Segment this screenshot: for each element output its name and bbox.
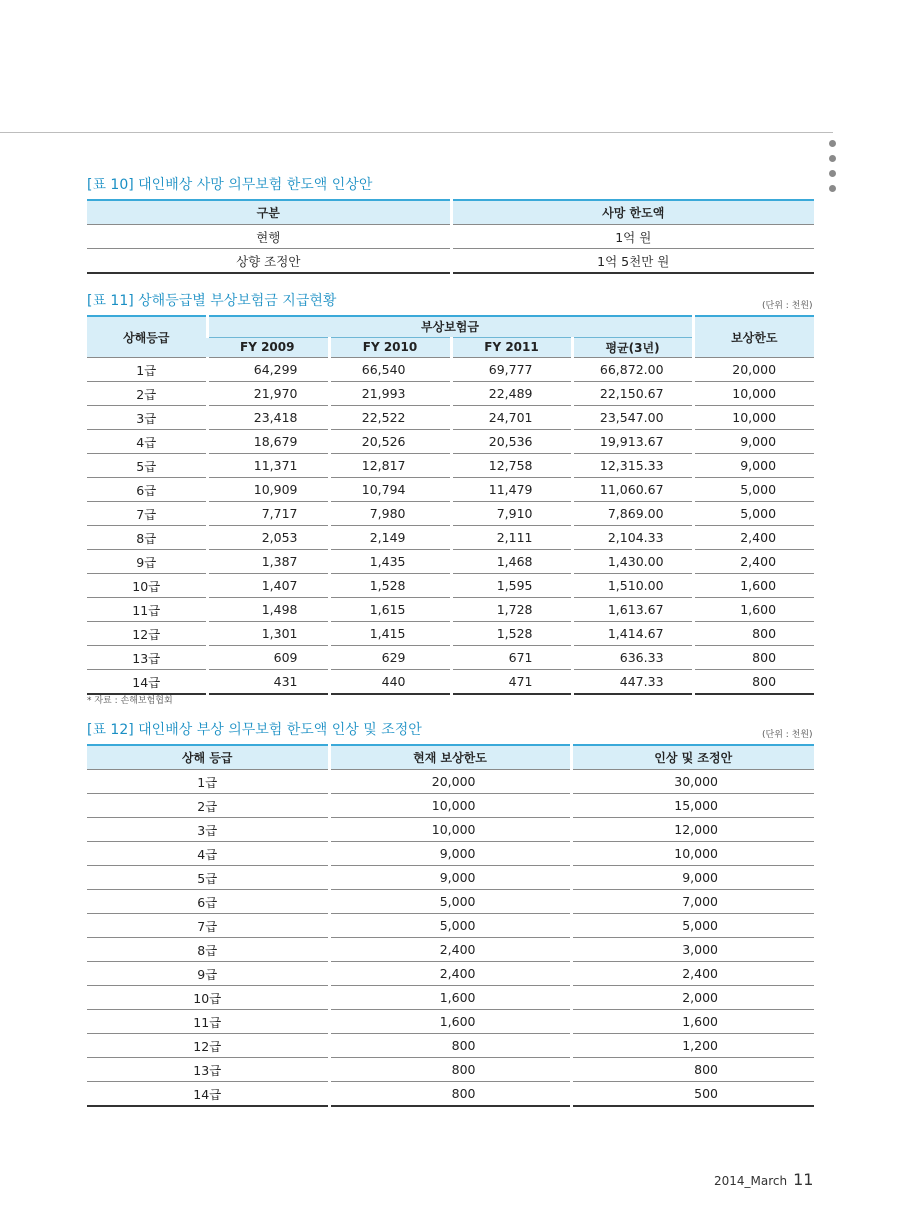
value-cell: 440	[329, 670, 451, 695]
grade-cell: 4급	[87, 430, 207, 454]
value-cell: 2,400	[693, 526, 814, 550]
table-row	[87, 1010, 814, 1034]
table11-unit: (단위 : 천원)	[762, 301, 813, 311]
value-cell: 2,149	[329, 526, 451, 550]
table11-subheader: 평균(3년)	[572, 337, 693, 358]
value-cell: 1,435	[329, 550, 451, 574]
table12-header-current: 현재 보상한도	[329, 745, 571, 770]
value-cell: 2,400	[693, 550, 814, 574]
table-row	[87, 622, 814, 646]
value-cell: 66,872.00	[572, 358, 693, 382]
grade-cell: 2급	[87, 794, 329, 818]
value-cell: 9,000	[329, 842, 571, 866]
value-cell: 1,430.00	[572, 550, 693, 574]
table-row	[87, 770, 814, 794]
decorative-dots	[829, 140, 839, 200]
table10-cell: 상향 조정안	[87, 249, 451, 274]
value-cell: 10,000	[329, 818, 571, 842]
table11-caption: [표 11] 상해등급별 부상보험금 지급현황	[87, 293, 337, 309]
grade-cell: 8급	[87, 938, 329, 962]
value-cell: 12,315.33	[572, 454, 693, 478]
table12-header-proposal: 인상 및 조정안	[571, 745, 814, 770]
grade-cell: 5급	[87, 866, 329, 890]
value-cell: 1,200	[571, 1034, 814, 1058]
value-cell: 22,489	[451, 382, 572, 406]
value-cell: 11,371	[207, 454, 329, 478]
value-cell: 9,000	[693, 454, 814, 478]
value-cell: 447.33	[572, 670, 693, 695]
page-number: 11	[793, 1170, 814, 1189]
value-cell: 1,728	[451, 598, 572, 622]
table11-body	[87, 358, 814, 695]
grade-cell: 3급	[87, 818, 329, 842]
value-cell: 5,000	[693, 502, 814, 526]
value-cell: 800	[693, 646, 814, 670]
value-cell: 629	[329, 646, 451, 670]
value-cell: 2,400	[571, 962, 814, 986]
table11-subheader: FY 2009	[207, 337, 329, 358]
value-cell: 2,000	[571, 986, 814, 1010]
value-cell: 1,407	[207, 574, 329, 598]
table-row	[87, 598, 814, 622]
value-cell: 1,498	[207, 598, 329, 622]
table11-source: * 자료 : 손해보험협회	[87, 696, 173, 706]
table-row	[87, 1034, 814, 1058]
table12-body	[87, 770, 814, 1107]
value-cell: 10,000	[571, 842, 814, 866]
value-cell: 10,794	[329, 478, 451, 502]
table11-subheader: FY 2010	[329, 337, 451, 358]
value-cell: 15,000	[571, 794, 814, 818]
table10-cell: 1억 원	[451, 225, 814, 249]
table-row	[87, 430, 814, 454]
value-cell: 10,000	[693, 382, 814, 406]
grade-cell: 8급	[87, 526, 207, 550]
value-cell: 21,993	[329, 382, 451, 406]
issue-label: 2014_March	[714, 1174, 788, 1188]
value-cell: 1,600	[329, 1010, 571, 1034]
value-cell: 21,970	[207, 382, 329, 406]
value-cell: 64,299	[207, 358, 329, 382]
value-cell: 11,060.67	[572, 478, 693, 502]
table-row	[87, 818, 814, 842]
value-cell: 800	[693, 622, 814, 646]
value-cell: 22,150.67	[572, 382, 693, 406]
value-cell: 1,613.67	[572, 598, 693, 622]
value-cell: 9,000	[693, 430, 814, 454]
table-row	[87, 502, 814, 526]
value-cell: 1,387	[207, 550, 329, 574]
value-cell: 2,111	[451, 526, 572, 550]
value-cell: 471	[451, 670, 572, 695]
value-cell: 1,600	[693, 574, 814, 598]
value-cell: 1,600	[329, 986, 571, 1010]
value-cell: 66,540	[329, 358, 451, 382]
table10-caption: [표 10] 대인배상 사망 의무보험 한도액 인상안	[87, 177, 373, 193]
table11-header-limit: 보상한도	[693, 316, 814, 358]
value-cell: 23,418	[207, 406, 329, 430]
value-cell: 7,000	[571, 890, 814, 914]
grade-cell: 12급	[87, 622, 207, 646]
value-cell: 500	[571, 1082, 814, 1107]
value-cell: 2,104.33	[572, 526, 693, 550]
grade-cell: 10급	[87, 574, 207, 598]
value-cell: 11,479	[451, 478, 572, 502]
top-divider	[0, 132, 833, 133]
table-row	[87, 962, 814, 986]
grade-cell: 12급	[87, 1034, 329, 1058]
value-cell: 636.33	[572, 646, 693, 670]
table10-cell: 1억 5천만 원	[451, 249, 814, 274]
grade-cell: 13급	[87, 1058, 329, 1082]
value-cell: 800	[693, 670, 814, 695]
value-cell: 5,000	[693, 478, 814, 502]
table-row	[87, 866, 814, 890]
table-row	[87, 842, 814, 866]
grade-cell: 9급	[87, 962, 329, 986]
value-cell: 431	[207, 670, 329, 695]
value-cell: 22,522	[329, 406, 451, 430]
grade-cell: 6급	[87, 478, 207, 502]
table-row	[87, 1058, 814, 1082]
value-cell: 800	[329, 1058, 571, 1082]
value-cell: 1,528	[451, 622, 572, 646]
value-cell: 2,400	[329, 962, 571, 986]
value-cell: 10,000	[329, 794, 571, 818]
value-cell: 18,679	[207, 430, 329, 454]
grade-cell: 3급	[87, 406, 207, 430]
table10	[87, 199, 814, 274]
table12-caption: [표 12] 대인배상 부상 의무보험 한도액 인상 및 조정안	[87, 722, 422, 738]
table-row	[87, 938, 814, 962]
value-cell: 2,053	[207, 526, 329, 550]
value-cell: 800	[571, 1058, 814, 1082]
value-cell: 1,600	[571, 1010, 814, 1034]
table-row	[87, 890, 814, 914]
value-cell: 5,000	[571, 914, 814, 938]
table-row	[87, 454, 814, 478]
value-cell: 20,526	[329, 430, 451, 454]
value-cell: 12,000	[571, 818, 814, 842]
table-row	[87, 526, 814, 550]
value-cell: 7,910	[451, 502, 572, 526]
table11-header-grade: 상해등급	[87, 316, 207, 358]
grade-cell: 6급	[87, 890, 329, 914]
value-cell: 1,414.67	[572, 622, 693, 646]
value-cell: 24,701	[451, 406, 572, 430]
table-row	[87, 646, 814, 670]
value-cell: 671	[451, 646, 572, 670]
table-row	[87, 406, 814, 430]
page-footer	[714, 1170, 813, 1189]
table11	[87, 315, 814, 695]
table10-header-limit: 사망 한도액	[451, 200, 814, 225]
value-cell: 30,000	[571, 770, 814, 794]
value-cell: 800	[329, 1082, 571, 1107]
value-cell: 1,468	[451, 550, 572, 574]
table12-unit: (단위 : 천원)	[762, 730, 813, 740]
grade-cell: 1급	[87, 770, 329, 794]
value-cell: 7,869.00	[572, 502, 693, 526]
grade-cell: 5급	[87, 454, 207, 478]
table-row	[87, 550, 814, 574]
value-cell: 2,400	[329, 938, 571, 962]
value-cell: 10,000	[693, 406, 814, 430]
grade-cell: 2급	[87, 382, 207, 406]
table-row	[87, 670, 814, 695]
table-row	[87, 358, 814, 382]
value-cell: 20,000	[329, 770, 571, 794]
value-cell: 12,817	[329, 454, 451, 478]
table12	[87, 744, 814, 1107]
value-cell: 609	[207, 646, 329, 670]
table10-cell: 현행	[87, 225, 451, 249]
value-cell: 12,758	[451, 454, 572, 478]
value-cell: 7,717	[207, 502, 329, 526]
value-cell: 10,909	[207, 478, 329, 502]
table-row	[87, 225, 814, 249]
value-cell: 5,000	[329, 914, 571, 938]
grade-cell: 1급	[87, 358, 207, 382]
grade-cell: 7급	[87, 914, 329, 938]
value-cell: 9,000	[571, 866, 814, 890]
value-cell: 3,000	[571, 938, 814, 962]
value-cell: 1,510.00	[572, 574, 693, 598]
value-cell: 19,913.67	[572, 430, 693, 454]
table11-subheader: FY 2011	[451, 337, 572, 358]
table-row	[87, 478, 814, 502]
value-cell: 1,615	[329, 598, 451, 622]
table12-header-grade: 상해 등급	[87, 745, 329, 770]
value-cell: 9,000	[329, 866, 571, 890]
table-row	[87, 986, 814, 1010]
grade-cell: 11급	[87, 598, 207, 622]
value-cell: 5,000	[329, 890, 571, 914]
grade-cell: 10급	[87, 986, 329, 1010]
table-row	[87, 914, 814, 938]
grade-cell: 7급	[87, 502, 207, 526]
value-cell: 1,595	[451, 574, 572, 598]
table-row	[87, 1082, 814, 1107]
table-row	[87, 249, 814, 274]
grade-cell: 14급	[87, 670, 207, 695]
value-cell: 1,301	[207, 622, 329, 646]
table10-header-category: 구분	[87, 200, 451, 225]
table-row	[87, 794, 814, 818]
grade-cell: 11급	[87, 1010, 329, 1034]
value-cell: 800	[329, 1034, 571, 1058]
grade-cell: 13급	[87, 646, 207, 670]
table-row	[87, 574, 814, 598]
value-cell: 23,547.00	[572, 406, 693, 430]
value-cell: 1,528	[329, 574, 451, 598]
grade-cell: 14급	[87, 1082, 329, 1107]
value-cell: 1,415	[329, 622, 451, 646]
grade-cell: 9급	[87, 550, 207, 574]
grade-cell: 4급	[87, 842, 329, 866]
table11-header-group: 부상보험금	[207, 316, 693, 337]
table-row	[87, 382, 814, 406]
value-cell: 69,777	[451, 358, 572, 382]
value-cell: 1,600	[693, 598, 814, 622]
value-cell: 20,000	[693, 358, 814, 382]
value-cell: 20,536	[451, 430, 572, 454]
value-cell: 7,980	[329, 502, 451, 526]
